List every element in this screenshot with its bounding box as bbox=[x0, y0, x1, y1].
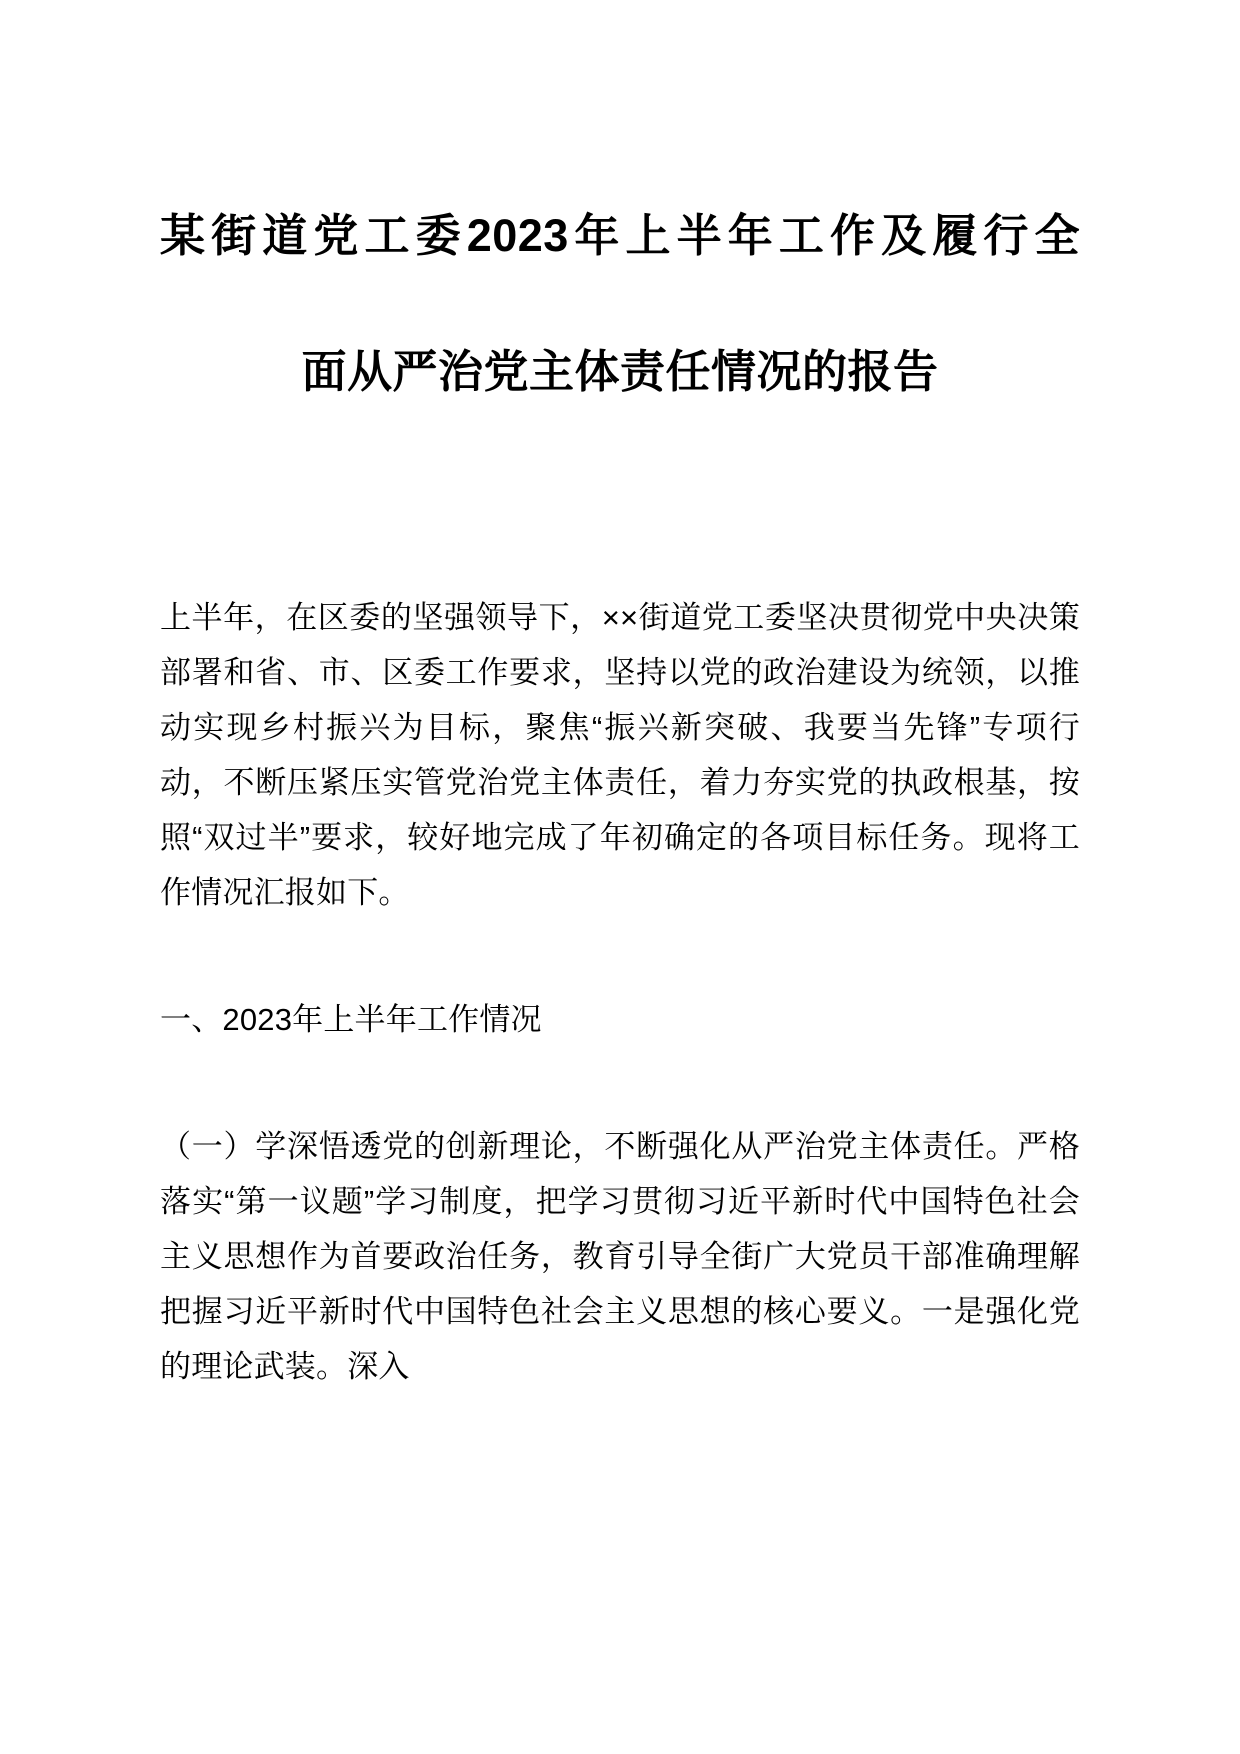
page-title bbox=[160, 0, 1080, 440]
page-title-line-1: 某街道党工委2023年上半年工作及履行全 bbox=[160, 210, 1080, 261]
page-title-line-2: 面从严治党主体责任情况的报告 bbox=[301, 346, 939, 397]
section-heading-one: 一、2023年上半年工作情况 bbox=[160, 1002, 542, 1037]
subsection-paragraph-one: （一）学深悟透党的创新理论，不断强化从严治党主体责任。严格落实“第一议题”学习制度，把学习贯彻习近平新时代中国特色社会主义思想作为首要政治任务，教育引导全街广大党员干部准确理解把握习近平新时代中国特色社会主义思想的核心要义。一是强化党的理论武装。深入 bbox=[160, 1129, 1080, 1384]
intro-paragraph: 上半年，在区委的坚强领导下，××街道党工委坚决贯彻党中央决策部署和省、市、区委工作要求，坚持以党的政治建设为统领，以推动实现乡村振兴为目标，聚焦“振兴新突破、我要当先锋”专项行动，不断压紧压实管党治党主体责任，着力夯实党的执政根基，按照“双过半”要求，较好地完成了年初确定的各项目标任务。现将工作情况汇报如下。 bbox=[160, 600, 1080, 910]
